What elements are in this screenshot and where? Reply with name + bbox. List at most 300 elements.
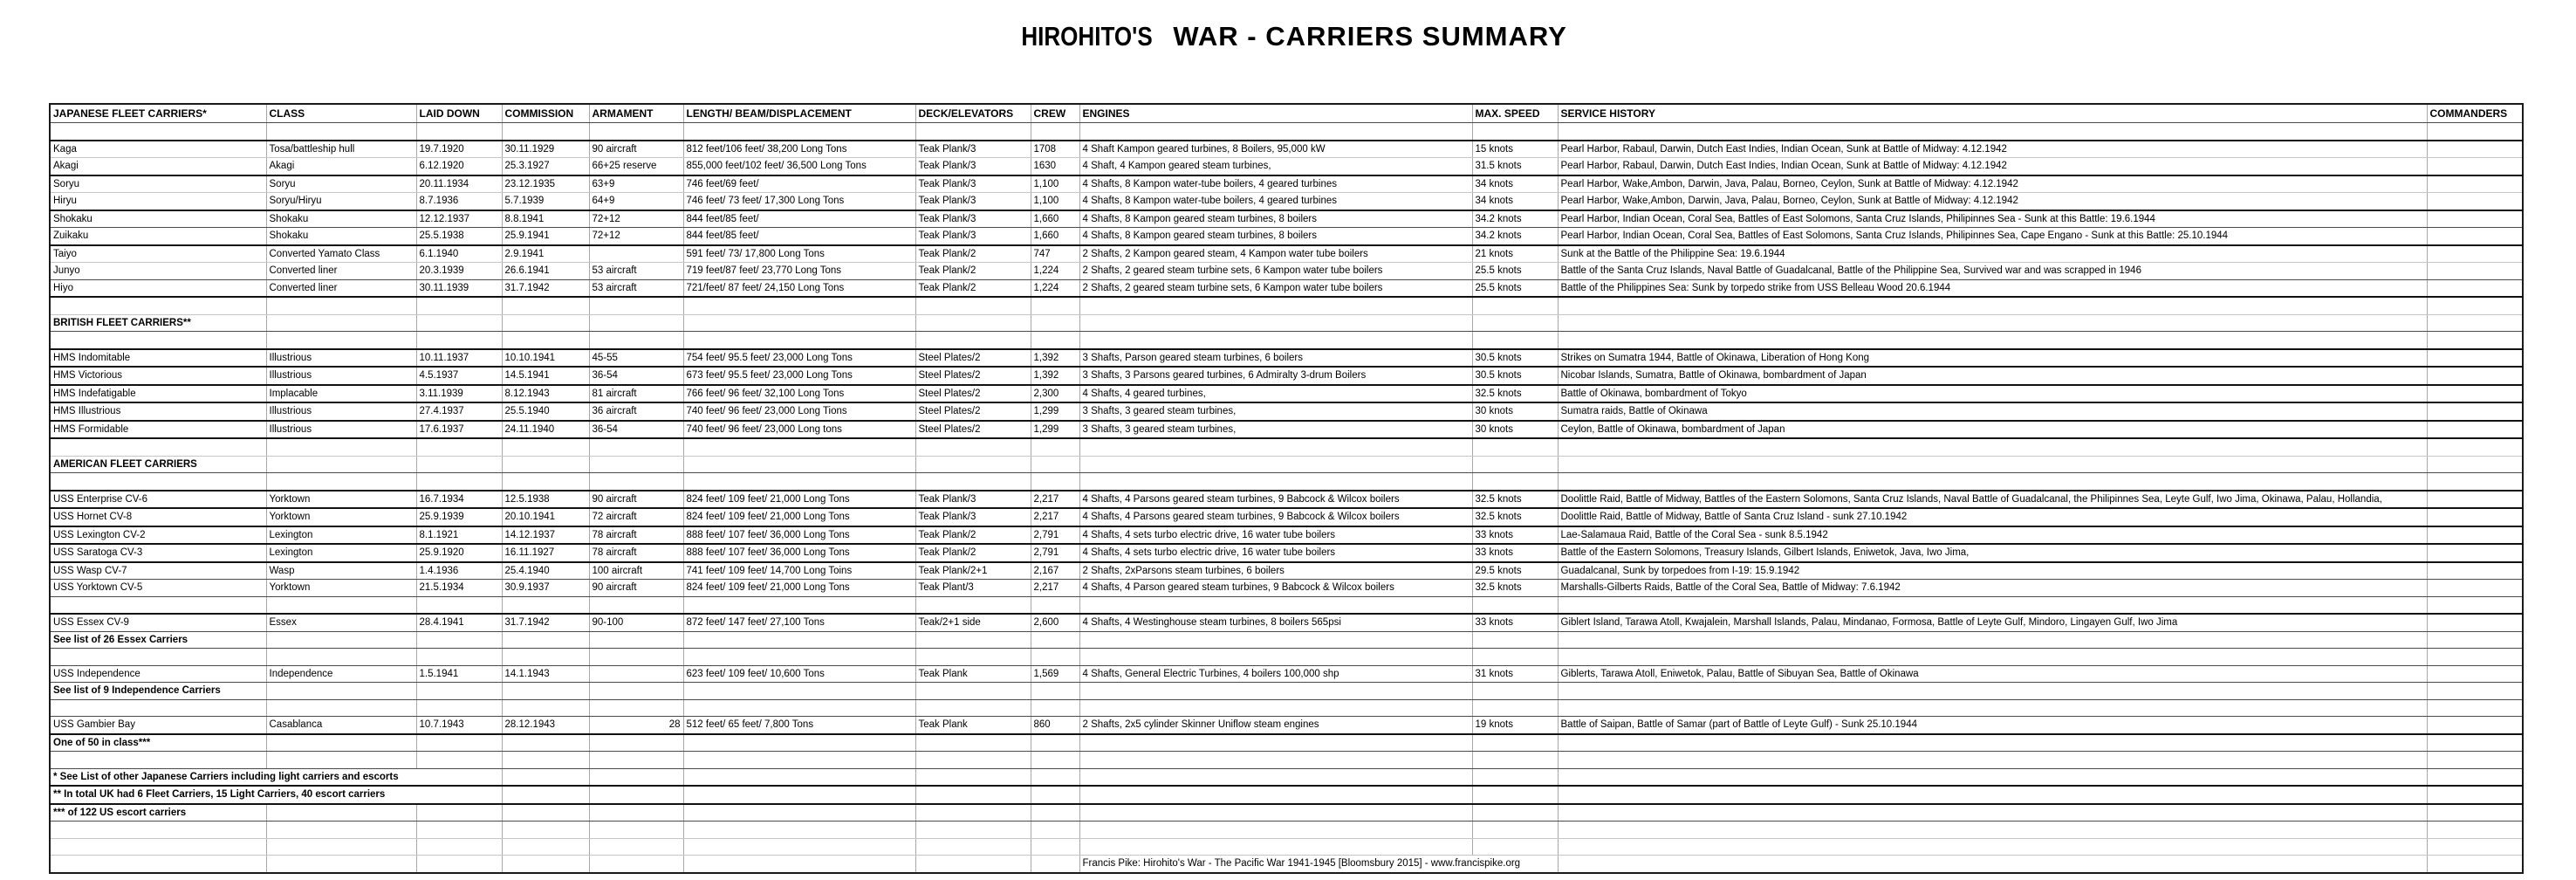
cell: 28.12.1943 (502, 717, 589, 734)
cell: 888 feet/ 107 feet/ 36,000 Long Tons (683, 526, 915, 545)
cell: 34.2 knots (1472, 228, 1558, 245)
column-header: MAX. SPEED (1472, 104, 1558, 123)
cell: 29.5 knots (1472, 562, 1558, 580)
cell: 31.7.1942 (502, 614, 589, 631)
cell: Yorktown (266, 508, 416, 526)
cell (416, 456, 502, 473)
cell: Teak Plank/3 (915, 508, 1031, 526)
cell (915, 786, 1031, 804)
cell (2427, 332, 2523, 349)
cell: 30 knots (1472, 402, 1558, 421)
cell (2427, 838, 2523, 856)
cell (502, 768, 589, 786)
cell (1079, 649, 1472, 666)
table-row (50, 193, 2523, 210)
table-row (50, 491, 2523, 509)
column-header: SERVICE HISTORY (1558, 104, 2427, 123)
table-row (50, 768, 2523, 786)
cell (915, 649, 1031, 666)
cell: 30.11.1929 (502, 141, 589, 158)
cell: 36-54 (589, 367, 683, 385)
cell: Converted liner (266, 279, 416, 297)
cell (502, 332, 589, 349)
cell: 36-54 (589, 421, 683, 439)
cell: Pearl Harbor, Rabaul, Darwin, Dutch East Indies, Indian Ocean, Sunk at Battle of Midway: 4.12.1942 (1558, 158, 2427, 175)
cell: Teak Plank/3 (915, 158, 1031, 175)
table-row (50, 332, 2523, 349)
cell: 3 Shafts, 3 Parsons geared turbines, 6 Admiralty 3-drum Boilers (1079, 367, 1472, 385)
cell: 14.12.1937 (502, 526, 589, 545)
cell: 2,600 (1031, 614, 1079, 631)
cell (2427, 456, 2523, 473)
cell (2427, 786, 2523, 804)
cell (266, 596, 416, 614)
cell: * See List of other Japanese Carriers including light carriers and escorts (50, 768, 502, 786)
cell (1079, 332, 1472, 349)
cell: Steel Plates/2 (915, 421, 1031, 439)
cell (50, 649, 266, 666)
table-row (50, 734, 2523, 752)
cell: 812 feet/106 feet/ 38,200 Long Tons (683, 141, 915, 158)
table-row (50, 649, 2523, 666)
cell (1079, 123, 1472, 141)
cell: 66+25 reserve (589, 158, 683, 175)
cell: 17.6.1937 (416, 421, 502, 439)
cell: Teak Plank (915, 717, 1031, 734)
cell: 1,392 (1031, 349, 1079, 368)
cell (2427, 314, 2523, 332)
cell (589, 332, 683, 349)
cell (50, 856, 266, 873)
cell: Taiyo (50, 245, 266, 263)
cell: Battle of the Philippines Sea: Sunk by torpedo strike from USS Belleau Wood 20.6.1944 (1558, 279, 2427, 297)
cell: 90 aircraft (589, 580, 683, 597)
cell (683, 314, 915, 332)
cell (1558, 456, 2427, 473)
cell: 512 feet/ 65 feet/ 7,800 Tons (683, 717, 915, 734)
cell: 24.11.1940 (502, 421, 589, 439)
cell: 36 aircraft (589, 402, 683, 421)
cell (1079, 838, 1472, 856)
table-row (50, 263, 2523, 280)
cell: 4 Shaft, 4 Kampon geared steam turbines, (1079, 158, 1472, 175)
cell: Steel Plates/2 (915, 349, 1031, 368)
cell: Doolittle Raid, Battle of Midway, Battle of Santa Cruz Island - sunk 27.10.1942 (1558, 508, 2427, 526)
cell: 33 knots (1472, 544, 1558, 562)
table-row (50, 580, 2523, 597)
cell (683, 123, 915, 141)
cell (915, 822, 1031, 839)
cell (589, 786, 683, 804)
cell (683, 752, 915, 769)
cell: 824 feet/ 109 feet/ 21,000 Long Tons (683, 491, 915, 509)
cell: 10.10.1941 (502, 349, 589, 368)
cell: 860 (1031, 717, 1079, 734)
cell: 2 Shafts, 2 geared steam turbine sets, 6 Kampon water tube boilers (1079, 279, 1472, 297)
cell: 34 knots (1472, 175, 1558, 193)
cell: 1.4.1936 (416, 562, 502, 580)
cell: Teak Plank/2 (915, 263, 1031, 280)
cell (1031, 838, 1079, 856)
cell: Teak Plank/2 (915, 544, 1031, 562)
cell: 2,300 (1031, 385, 1079, 403)
cell: 1,569 (1031, 665, 1079, 683)
table-row (50, 210, 2523, 228)
cell: 20.10.1941 (502, 508, 589, 526)
cell (1472, 631, 1558, 649)
cell (416, 822, 502, 839)
cell (589, 438, 683, 456)
cell: 1,299 (1031, 421, 1079, 439)
cell (1558, 856, 2427, 873)
cell (1558, 699, 2427, 717)
column-header: LENGTH/ BEAM/DISPLACEMENT (683, 104, 915, 123)
cell (1031, 699, 1079, 717)
cell: 30 knots (1472, 421, 1558, 439)
cell (2427, 580, 2523, 597)
cell: USS Wasp CV-7 (50, 562, 266, 580)
cell (1558, 804, 2427, 822)
cell: 855,000 feet/102 feet/ 36,500 Long Tons (683, 158, 915, 175)
cell: 824 feet/ 109 feet/ 21,000 Long Tons (683, 580, 915, 597)
cell (589, 473, 683, 491)
cell (2427, 804, 2523, 822)
cell (2427, 193, 2523, 210)
cell: 3 Shafts, 3 geared steam turbines, (1079, 421, 1472, 439)
table-row (50, 614, 2523, 631)
cell (1558, 314, 2427, 332)
source-citation: Francis Pike: Hirohito's War - The Pacific War 1941-1945 [Bloomsbury 2015] - www.francispike.org (1079, 856, 1558, 873)
cell: One of 50 in class*** (50, 734, 266, 752)
cell: 4 Shafts, 8 Kampon geared steam turbines, 8 boilers (1079, 228, 1472, 245)
cell: 15 knots (1472, 141, 1558, 158)
cell: 2 Shafts, 2xParsons steam turbines, 6 boilers (1079, 562, 1472, 580)
cell: 4 Shafts, 4 Westinghouse steam turbines, 8 boilers 565psi (1079, 614, 1472, 631)
cell: Teak Plank/3 (915, 491, 1031, 509)
cell: Illustrious (266, 402, 416, 421)
cell: 3 Shafts, 3 geared steam turbines, (1079, 402, 1472, 421)
cell (1079, 631, 1472, 649)
cell (502, 786, 589, 804)
cell: Converted liner (266, 263, 416, 280)
page-title (0, 21, 2576, 52)
cell (1031, 314, 1079, 332)
cell (416, 804, 502, 822)
cell: See list of 26 Essex Carriers (50, 631, 266, 649)
cell: Akagi (266, 158, 416, 175)
table-row (50, 245, 2523, 263)
cell (502, 473, 589, 491)
cell (1472, 649, 1558, 666)
table-row (50, 786, 2523, 804)
cell (502, 683, 589, 700)
table-row (50, 314, 2523, 332)
cell: 2,167 (1031, 562, 1079, 580)
column-header: JAPANESE FLEET CARRIERS* (50, 104, 266, 123)
cell: 20.3.1939 (416, 263, 502, 280)
cell: 623 feet/ 109 feet/ 10,600 Tons (683, 665, 915, 683)
cell: Hiryu (50, 193, 266, 210)
cell: Illustrious (266, 421, 416, 439)
cell: Teak Plank/3 (915, 228, 1031, 245)
cell (683, 768, 915, 786)
cell (266, 822, 416, 839)
cell (266, 473, 416, 491)
cell: 31.7.1942 (502, 279, 589, 297)
cell (2427, 699, 2523, 717)
cell: 32.5 knots (1472, 508, 1558, 526)
cell: Akagi (50, 158, 266, 175)
cell: Doolittle Raid, Battle of Midway, Battles of the Eastern Solomons, Santa Cruz Islands, Naval Battle of Guadalcanal, the Philipinnes Sea, Leyte Gulf, Iwo Jima, Okinawa, Palau, Hollandia, (1558, 491, 2427, 509)
cell: Pearl Harbor, Indian Ocean, Coral Sea, Battles of East Solomons, Santa Cruz Islands, Philipinnes Sea - Sunk at this Battle: 19.6.1944 (1558, 210, 2427, 228)
cell (1472, 822, 1558, 839)
cell (589, 838, 683, 856)
column-header: CLASS (266, 104, 416, 123)
cell: 844 feet/85 feet/ (683, 228, 915, 245)
cell: 32.5 knots (1472, 580, 1558, 597)
cell (502, 314, 589, 332)
cell: Pearl Harbor, Wake,Ambon, Darwin, Java, Palau, Borneo, Ceylon, Sunk at Battle of Midway: 4.12.1942 (1558, 175, 2427, 193)
cell (2427, 228, 2523, 245)
cell (1558, 123, 2427, 141)
cell (2427, 349, 2523, 368)
cell (2427, 596, 2523, 614)
cell (683, 734, 915, 752)
cell: 20.11.1934 (416, 175, 502, 193)
table-row (50, 175, 2523, 193)
cell (915, 596, 1031, 614)
cell: 591 feet/ 73/ 17,800 Long Tons (683, 245, 915, 263)
cell: 4 Shafts, 4 Parsons geared steam turbines, 9 Babcock & Wilcox boilers (1079, 491, 1472, 509)
cell: Giblerts, Tarawa Atoll, Eniwetok, Palau, Battle of Sibuyan Sea, Battle of Okinawa (1558, 665, 2427, 683)
table-row (50, 526, 2523, 545)
cell (1079, 699, 1472, 717)
cell (915, 734, 1031, 752)
cell: 34 knots (1472, 193, 1558, 210)
cell (502, 822, 589, 839)
cell (683, 631, 915, 649)
cell: Tosa/battleship hull (266, 141, 416, 158)
cell (2427, 562, 2523, 580)
column-header: CREW (1031, 104, 1079, 123)
cell (915, 683, 1031, 700)
cell (589, 665, 683, 683)
cell: 766 feet/ 96 feet/ 32,100 Long Tons (683, 385, 915, 403)
cell: Soryu (50, 175, 266, 193)
cell (416, 649, 502, 666)
cell: Yorktown (266, 491, 416, 509)
table-row (50, 385, 2523, 403)
cell (1558, 631, 2427, 649)
cell (1558, 683, 2427, 700)
cell: Soryu (266, 175, 416, 193)
cell: 25.5 knots (1472, 263, 1558, 280)
cell: 28.4.1941 (416, 614, 502, 631)
cell: 30.9.1937 (502, 580, 589, 597)
cell (1472, 804, 1558, 822)
cell (266, 699, 416, 717)
cell: 12.12.1937 (416, 210, 502, 228)
cell (502, 631, 589, 649)
cell (266, 804, 416, 822)
cell (2427, 734, 2523, 752)
cell (2427, 297, 2523, 314)
cell: 81 aircraft (589, 385, 683, 403)
cell (2427, 822, 2523, 839)
table-row (50, 158, 2523, 175)
cell: 10.11.1937 (416, 349, 502, 368)
cell: 45-55 (589, 349, 683, 368)
cell (50, 438, 266, 456)
cell: USS Essex CV-9 (50, 614, 266, 631)
column-header: ARMAMENT (589, 104, 683, 123)
cell: 4 Shafts, 4 sets turbo electric drive, 16 water tube boilers (1079, 526, 1472, 545)
cell: BRITISH FLEET CARRIERS** (50, 314, 266, 332)
cell: 747 (1031, 245, 1079, 263)
cell (683, 596, 915, 614)
cell: 888 feet/ 107 feet/ 36,000 Long Tons (683, 544, 915, 562)
carriers-summary-table (49, 103, 2524, 874)
cell (1558, 473, 2427, 491)
cell: 8.7.1936 (416, 193, 502, 210)
cell (2427, 752, 2523, 769)
cell (1031, 456, 1079, 473)
cell (915, 438, 1031, 456)
table-row (50, 508, 2523, 526)
cell (266, 123, 416, 141)
cell: 100 aircraft (589, 562, 683, 580)
cell (589, 123, 683, 141)
cell (683, 649, 915, 666)
cell (1472, 699, 1558, 717)
cell (683, 856, 915, 873)
cell: 23.12.1935 (502, 175, 589, 193)
table-row (50, 279, 2523, 297)
cell (266, 438, 416, 456)
cell (589, 822, 683, 839)
cell: Shokaku (266, 210, 416, 228)
cell: 1630 (1031, 158, 1079, 175)
table-row (50, 838, 2523, 856)
cell: 1,392 (1031, 367, 1079, 385)
cell (2427, 526, 2523, 545)
cell (266, 683, 416, 700)
cell (2427, 123, 2523, 141)
cell (266, 332, 416, 349)
cell: 2 Shafts, 2 geared steam turbine sets, 6 Kampon water tube boilers (1079, 263, 1472, 280)
cell: Steel Plates/2 (915, 402, 1031, 421)
cell (589, 752, 683, 769)
cell: Lexington (266, 526, 416, 545)
cell: 2 Shafts, 2x5 cylinder Skinner Uniflow steam engines (1079, 717, 1472, 734)
table-row (50, 456, 2523, 473)
table-row (50, 438, 2523, 456)
cell (1079, 456, 1472, 473)
table-header-row (50, 104, 2523, 123)
cell (2427, 544, 2523, 562)
cell (2427, 245, 2523, 263)
cell (1472, 768, 1558, 786)
cell: Giblert Island, Tarawa Atoll, Kwajalein, Marshall Islands, Palau, Mindanao, Formosa, Battle of Leyte Gulf, Mindoro, Lingayen Gulf, Iwo Jima (1558, 614, 2427, 631)
cell (2427, 175, 2523, 193)
cell (266, 734, 416, 752)
cell (683, 699, 915, 717)
table-row (50, 562, 2523, 580)
cell (683, 838, 915, 856)
table-row (50, 544, 2523, 562)
cell (1558, 838, 2427, 856)
cell: 19 knots (1472, 717, 1558, 734)
cell: 719 feet/87 feet/ 23,770 Long Tons (683, 263, 915, 280)
cell: Guadalcanal, Sunk by torpedoes from I-19: 15.9.1942 (1558, 562, 2427, 580)
cell: 19.7.1920 (416, 141, 502, 158)
cell (1558, 752, 2427, 769)
cell: Yorktown (266, 580, 416, 597)
cell: USS Saratoga CV-3 (50, 544, 266, 562)
cell (1031, 734, 1079, 752)
cell: 1,299 (1031, 402, 1079, 421)
cell: 14.1.1943 (502, 665, 589, 683)
cell: Battle of the Santa Cruz Islands, Naval Battle of Guadalcanal, Battle of the Philippine Sea, Survived war and was scrapped in 1946 (1558, 263, 2427, 280)
cell (2427, 665, 2523, 683)
cell (1031, 856, 1079, 873)
cell: Shokaku (50, 210, 266, 228)
cell (266, 649, 416, 666)
cell: 72+12 (589, 228, 683, 245)
cell: USS Hornet CV-8 (50, 508, 266, 526)
cell: Strikes on Sumatra 1944, Battle of Okinawa, Liberation of Hong Kong (1558, 349, 2427, 368)
cell: 4 Shafts, 8 Kampon water-tube boilers, 4 geared turbines (1079, 193, 1472, 210)
cell (1079, 804, 1472, 822)
cell (1079, 768, 1472, 786)
cell (589, 683, 683, 700)
cell: Hiyo (50, 279, 266, 297)
cell (1031, 631, 1079, 649)
cell (1472, 123, 1558, 141)
cell: 741 feet/ 109 feet/ 14,700 Long Toins (683, 562, 915, 580)
cell (2427, 683, 2523, 700)
cell: 6.1.1940 (416, 245, 502, 263)
cell: 824 feet/ 109 feet/ 21,000 Long Tons (683, 508, 915, 526)
cell: 64+9 (589, 193, 683, 210)
cell: 72 aircraft (589, 508, 683, 526)
table-row (50, 856, 2523, 873)
table-row (50, 473, 2523, 491)
cell (1031, 804, 1079, 822)
cell: 2,791 (1031, 526, 1079, 545)
cell: Battle of Saipan, Battle of Samar (part of Battle of Leyte Gulf) - Sunk 25.10.1944 (1558, 717, 2427, 734)
cell (1472, 332, 1558, 349)
cell (915, 768, 1031, 786)
cell: 25.4.1940 (502, 562, 589, 580)
cell (2427, 385, 2523, 403)
cell (1079, 786, 1472, 804)
cell: Teak Plank/3 (915, 193, 1031, 210)
cell (2427, 491, 2523, 509)
cell: 1,660 (1031, 210, 1079, 228)
cell (1031, 786, 1079, 804)
cell: Ceylon, Battle of Okinawa, bombardment of Japan (1558, 421, 2427, 439)
cell: 5.7.1939 (502, 193, 589, 210)
cell (1079, 596, 1472, 614)
cell (2427, 367, 2523, 385)
cell (416, 752, 502, 769)
cell (1472, 473, 1558, 491)
cell: 1,100 (1031, 175, 1079, 193)
cell: Lae-Salamaua Raid, Battle of the Coral Sea - sunk 8.5.1942 (1558, 526, 2427, 545)
cell (1031, 438, 1079, 456)
cell (50, 838, 266, 856)
